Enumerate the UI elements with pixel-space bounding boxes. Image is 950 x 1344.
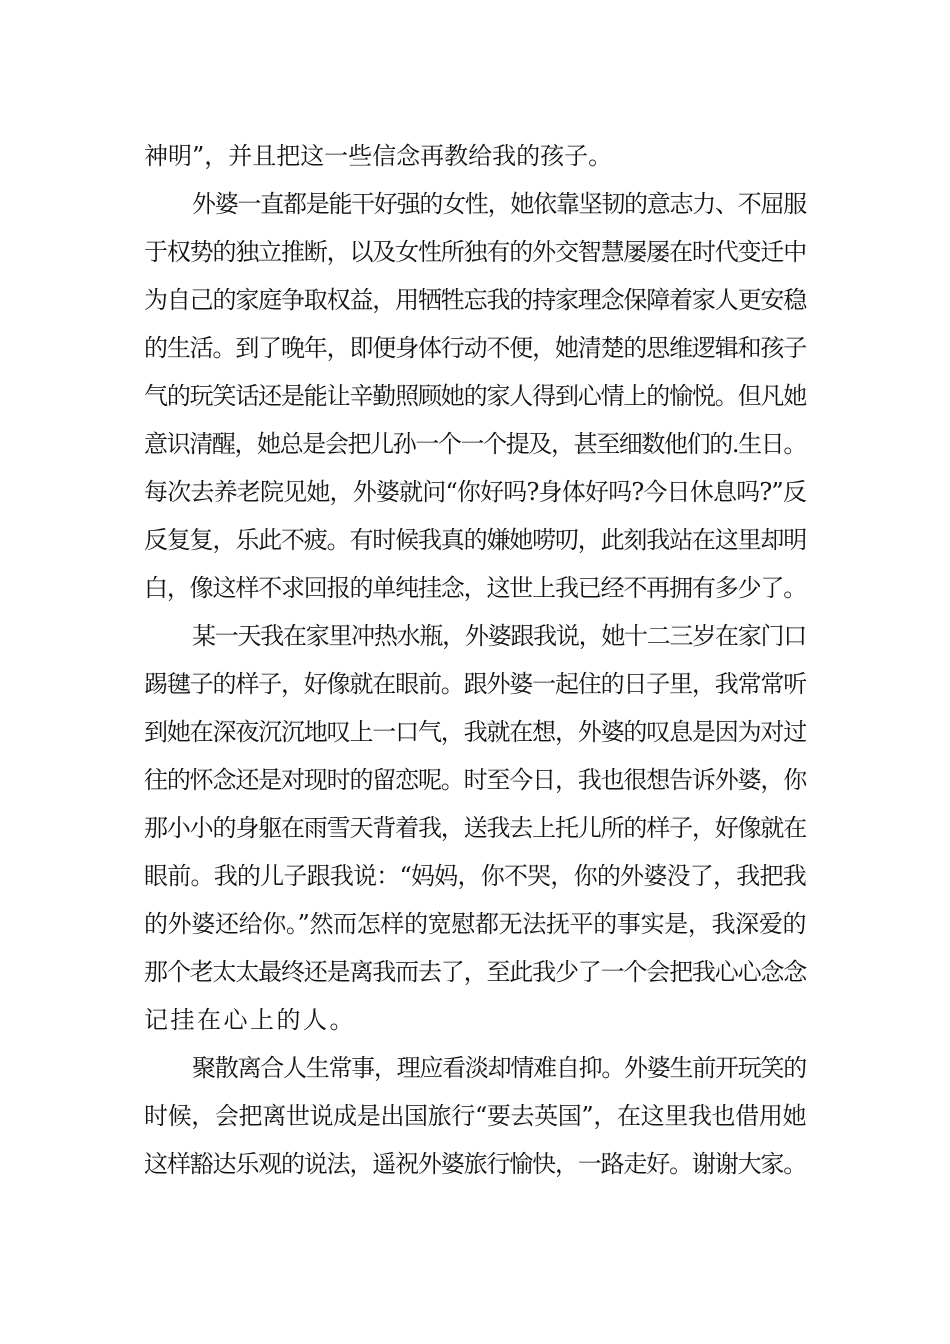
text-line: 的外婆还给你。”然而怎样的宽慰都无法抚平的事实是，我深爱的 [144, 910, 807, 938]
text-line: 神明”，并且把这一些信念再教给我的孩子。 [144, 142, 613, 170]
text-line: 那个老太太最终还是离我而去了，至此我少了一个会把我心心念念 [144, 958, 807, 986]
text-line: 意识清醒，她总是会把儿孙一个一个提及，甚至细数他们的.生日。 [144, 430, 806, 458]
text-line: 为自己的家庭争取权益，用牺牲忘我的持家理念保障着家人更安稳 [144, 286, 807, 314]
text-line: 白，像这样不求回报的单纯挂念，这世上我已经不再拥有多少了。 [144, 574, 807, 602]
eulogy-text [144, 132, 824, 1188]
text-line: 于权势的独立推断，以及女性所独有的外交智慧屡屡在时代变迁中 [144, 238, 807, 266]
text-line: 记挂在心上的人。 [144, 1006, 356, 1034]
paragraph-first-line: 某一天我在家里冲热水瓶，外婆跟我说，她十二三岁在家门口 [192, 622, 806, 650]
text-line: 到她在深夜沉沉地叹上一口气，我就在想，外婆的叹息是因为对过 [144, 718, 807, 746]
text-line: 这样豁达乐观的说法，遥祝外婆旅行愉快，一路走好。谢谢大家。 [144, 1150, 807, 1178]
text-line: 那小小的身躯在雨雪天背着我，送我去上托儿所的样子，好像就在 [144, 814, 807, 842]
text-line: 的生活。到了晚年，即便身体行动不便，她清楚的思维逻辑和孩子 [144, 334, 807, 362]
text-line: 每次去养老院见她，外婆就问“你好吗?身体好吗?今日休息吗?”反 [144, 478, 807, 506]
paragraph-first-line: 聚散离合人生常事，理应看淡却情难自抑。外婆生前开玩笑的 [192, 1054, 806, 1082]
text-line: 眼前。我的儿子跟我说：“妈妈，你不哭，你的外婆没了，我把我 [144, 862, 806, 890]
text-line: 往的怀念还是对现时的留恋呢。时至今日，我也很想告诉外婆，你 [144, 766, 807, 794]
text-line: 气的玩笑话还是能让辛勤照顾她的家人得到心情上的愉悦。但凡她 [144, 382, 807, 410]
paragraph-first-line: 外婆一直都是能干好强的女性，她依靠坚韧的意志力、不屈服 [192, 190, 806, 218]
text-line: 踢毽子的样子，好像就在眼前。跟外婆一起住的日子里，我常常听 [144, 670, 807, 698]
text-line: 时候，会把离世说成是出国旅行“要去英国”，在这里我也借用她 [144, 1102, 807, 1130]
text-line: 反复复，乐此不疲。有时候我真的嫌她唠叨，此刻我站在这里却明 [144, 526, 807, 554]
